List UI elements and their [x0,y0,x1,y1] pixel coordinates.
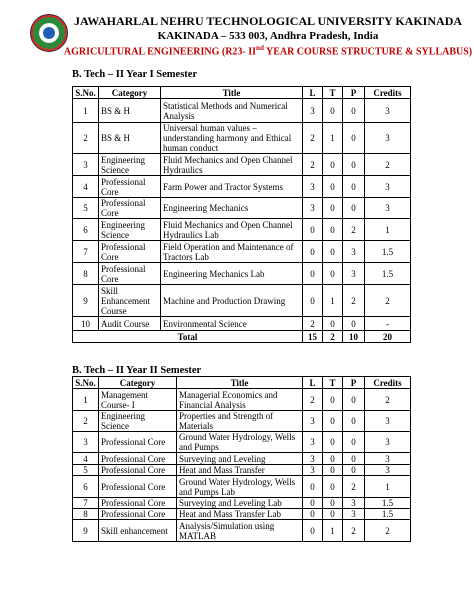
cell-p: 3 [343,509,365,520]
cell-l: 3 [303,176,323,198]
university-address: KAKINADA – 533 003, Andhra Pradesh, India [157,30,379,42]
cell-t: 0 [323,498,343,509]
cell-sno: 6 [73,476,99,498]
cell-title: Universal human values – understanding harmony and Ethical human conduct [161,123,303,154]
cell-p: 3 [343,498,365,509]
cell-sno: 3 [73,432,99,453]
cell-sno: 6 [73,219,99,241]
table-row [73,432,411,453]
cell-credits: 1.5 [365,509,411,520]
cell-category: Professional Core [99,241,161,263]
cell-title: Statistical Methods and Numerical Analysis [161,99,303,123]
cell-l: 3 [303,453,323,465]
cell-sno: 2 [73,411,99,432]
cell-title: Surveying and Leveling Lab [177,498,303,509]
cell-l: 0 [303,498,323,509]
cell-t: 0 [323,432,343,453]
cell-category: Professional Core [99,176,161,198]
col-header: Credits [365,87,411,99]
table-row [73,465,411,476]
col-header: S.No. [73,377,99,389]
cell-credits: 1.5 [365,498,411,509]
col-header: Category [99,87,161,99]
col-header: Title [177,377,303,389]
cell-credits: 1.5 [365,263,411,285]
table-row [73,498,411,509]
cell-t: 0 [323,465,343,476]
cell-credits: 2 [365,154,411,176]
table-row [73,263,411,285]
cell-p: 2 [343,219,365,241]
cell-l: 0 [303,285,323,317]
cell-category: Skill enhancement [99,520,177,542]
cell-p: 0 [343,389,365,411]
cell-category: Engineering Science [99,154,161,176]
col-header: P [343,377,365,389]
cell-sno: 2 [73,123,99,154]
cell-category: Professional Core [99,498,177,509]
cell-l: 2 [303,154,323,176]
cell-sno: 5 [73,465,99,476]
cell-sno: 9 [73,520,99,542]
cell-title: Ground Water Hydrology, Wells and Pumps [177,432,303,453]
cell-p: 0 [343,198,365,219]
cell-sno: 4 [73,453,99,465]
col-header: S.No. [73,87,99,99]
cell-category: Professional Core [99,432,177,453]
table-row [73,476,411,498]
table-row [73,453,411,465]
cell-l: 0 [303,219,323,241]
cell-t: 0 [323,99,343,123]
cell-p: 0 [343,453,365,465]
cell-p: 0 [343,432,365,453]
cell-credits: 3 [365,411,411,432]
col-header: Title [161,87,303,99]
cell-sno: 7 [73,498,99,509]
cell-category: Professional Core [99,509,177,520]
cell-t: 0 [323,453,343,465]
col-header: Category [99,377,177,389]
cell-credits: - [365,317,411,331]
cell-credits: 1.5 [365,241,411,263]
cell-title: Analysis/Simulation using MATLAB [177,520,303,542]
table-row [73,411,411,432]
cell-p: 3 [343,263,365,285]
cell-category: Management Course- I [99,389,177,411]
cell-p: 3 [343,241,365,263]
cell-p: 0 [343,317,365,331]
cell-l: 3 [303,432,323,453]
cell-title: Heat and Mass Transfer Lab [177,509,303,520]
cell-t: 0 [323,509,343,520]
cell-t: 0 [323,411,343,432]
cell-title: Managerial Economics and Financial Analysis [177,389,303,411]
cell-title: Fluid Mechanics and Open Channel Hydraulics [161,154,303,176]
cell-t: 0 [323,198,343,219]
cell-l: 3 [303,99,323,123]
cell-t: 0 [323,476,343,498]
cell-credits: 1 [365,476,411,498]
cell-title: Surveying and Leveling [177,453,303,465]
cell-credits: 3 [365,432,411,453]
cell-category: Professional Core [99,476,177,498]
cell-credits: 2 [365,285,411,317]
cell-p: 2 [343,476,365,498]
col-header: L [303,87,323,99]
cell-credits: 3 [365,176,411,198]
total-row [73,331,411,343]
cell-sno: 4 [73,176,99,198]
page-header [0,0,474,62]
cell-category: BS & H [99,99,161,123]
cell-credits: 3 [365,123,411,154]
cell-credits: 3 [365,465,411,476]
col-header: T [323,87,343,99]
table-row [73,219,411,241]
col-header: L [303,377,323,389]
total-credits: 20 [365,331,411,343]
cell-title: Machine and Production Drawing [161,285,303,317]
table-row [73,176,411,198]
col-header: P [343,87,365,99]
total-label: Total [73,331,303,343]
table-row [73,154,411,176]
cell-credits: 1 [365,219,411,241]
table-row [73,520,411,542]
cell-title: Ground Water Hydrology, Wells and Pumps Lab [177,476,303,498]
table-header-row [73,87,411,99]
cell-category: BS & H [99,123,161,154]
cell-l: 0 [303,241,323,263]
table-row [73,389,411,411]
cell-t: 1 [323,285,343,317]
cell-title: Environmental Science [161,317,303,331]
cell-sno: 1 [73,389,99,411]
cell-category: Engineering Science [99,219,161,241]
cell-category: Skill Enhancement Course [99,285,161,317]
cell-t: 0 [323,317,343,331]
cell-l: 0 [303,476,323,498]
cell-credits: 3 [365,99,411,123]
cell-sno: 5 [73,198,99,219]
cell-title: Fluid Mechanics and Open Channel Hydraulics Lab [161,219,303,241]
cell-t: 0 [323,219,343,241]
total-l: 15 [303,331,323,343]
cell-t: 1 [323,123,343,154]
table-row [73,317,411,331]
cell-t: 1 [323,520,343,542]
table-row [73,241,411,263]
cell-category: Professional Core [99,465,177,476]
cell-credits: 2 [365,389,411,411]
cell-t: 0 [323,154,343,176]
cell-l: 3 [303,198,323,219]
cell-p: 0 [343,176,365,198]
col-header: Credits [365,377,411,389]
semester-1-title: B. Tech – II Year I Semester [72,69,198,80]
cell-credits: 3 [365,198,411,219]
total-t: 2 [323,331,343,343]
cell-credits: 2 [365,520,411,542]
cell-category: Professional Core [99,263,161,285]
cell-p: 0 [343,123,365,154]
table-row [73,99,411,123]
semester-1-table [72,86,411,343]
cell-category: Engineering Science [99,411,177,432]
table-row [73,285,411,317]
cell-t: 0 [323,263,343,285]
table-row [73,123,411,154]
cell-title: Engineering Mechanics Lab [161,263,303,285]
cell-title: Field Operation and Maintenance of Tractors Lab [161,241,303,263]
cell-sno: 9 [73,285,99,317]
table-header-row [73,377,411,389]
cell-l: 3 [303,411,323,432]
cell-l: 0 [303,520,323,542]
cell-p: 2 [343,520,365,542]
cell-l: 2 [303,123,323,154]
cell-sno: 1 [73,99,99,123]
cell-p: 2 [343,285,365,317]
cell-sno: 8 [73,263,99,285]
semester-2-title: B. Tech – II Year II Semester [72,365,202,376]
cell-t: 0 [323,176,343,198]
cell-category: Professional Core [99,198,161,219]
col-header: T [323,377,343,389]
cell-title: Engineering Mechanics [161,198,303,219]
cell-title: Properties and Strength of Materials [177,411,303,432]
course-structure-subtitle: AGRICULTURAL ENGINEERING (R23- IInd YEAR COURSE STRUCTURE & SYLLABUS) [63,44,473,58]
cell-title: Farm Power and Tractor Systems [161,176,303,198]
university-name: JAWAHARLAL NEHRU TECHNOLOGICAL UNIVERSITY KAKINADA [73,14,463,28]
cell-l: 2 [303,317,323,331]
cell-l: 3 [303,465,323,476]
cell-sno: 8 [73,509,99,520]
cell-category: Professional Core [99,453,177,465]
cell-p: 0 [343,465,365,476]
cell-t: 0 [323,389,343,411]
semester-2-table [72,376,411,542]
cell-p: 0 [343,154,365,176]
table-row [73,198,411,219]
cell-credits: 3 [365,453,411,465]
cell-title: Heat and Mass Transfer [177,465,303,476]
cell-l: 2 [303,389,323,411]
cell-t: 0 [323,241,343,263]
cell-sno: 3 [73,154,99,176]
table-row [73,509,411,520]
cell-sno: 10 [73,317,99,331]
cell-l: 0 [303,263,323,285]
cell-sno: 7 [73,241,99,263]
cell-category: Audit Course [99,317,161,331]
cell-p: 0 [343,99,365,123]
total-p: 10 [343,331,365,343]
cell-l: 0 [303,509,323,520]
cell-p: 0 [343,411,365,432]
